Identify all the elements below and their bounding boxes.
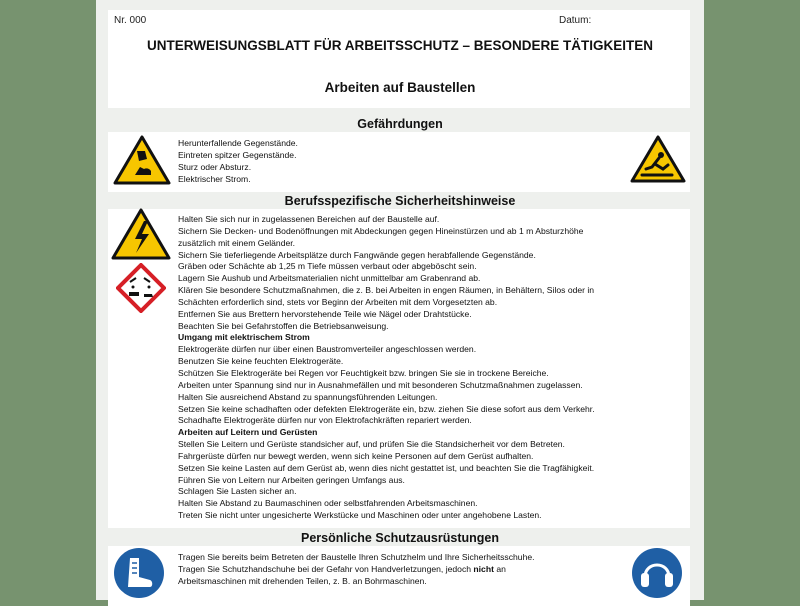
- ppe-item: Tragen Sie bereits beim Betreten der Baustelle Ihren Schutzhelm und Ihre Sicherheitsschuhe.: [178, 552, 535, 562]
- ppe-item: [178, 564, 535, 576]
- ppe-item: Arbeitsmaschinen mit drehenden Teilen, z. B. an Bohrmaschinen.: [178, 575, 427, 586]
- ppe-item-emphasis: nicht: [473, 563, 494, 574]
- instruction-line: Stellen Sie Leitern und Gerüste standsicher auf, und prüfen Sie die Standsicherheit vor dem Betreten.: [178, 439, 565, 450]
- section-heading-ppe: Persönliche Schutzausrüstungen: [301, 531, 499, 545]
- instruction-line: Halten Sie Abstand zu Baumaschinen oder selbstfahrenden Arbeitsmaschinen.: [178, 498, 478, 509]
- instruction-line: Schützen Sie Elektrogeräte bei Regen vor Feuchtigkeit bzw. bringen Sie sie in trockene Bereiche.: [178, 367, 549, 378]
- date-label: Datum:: [559, 15, 592, 26]
- instruction-line: Treten Sie nicht unter ungesicherte Werkstücke und Maschinen oder unter angehobene Lasten.: [178, 510, 542, 521]
- page-subtitle: Arbeiten auf Baustellen: [324, 80, 476, 95]
- ppe-list: [178, 552, 535, 588]
- instruction-line: Setzen Sie keine Lasten auf dem Gerüst ab, wenn dies nicht gestattet ist, und beachten Sie die Tragfähigkeit.: [178, 462, 595, 473]
- instruction-line: Entfernen Sie aus Brettern hervorstehende Teile wie Nägel oder Drahtstücke.: [178, 308, 472, 319]
- section-heading-hazards: Gefährdungen: [357, 117, 443, 131]
- electrical-hazard-warning-icon: [111, 208, 171, 260]
- instruction-line: Gräben oder Schächte ab 1,25 m Tiefe müssen verbaut oder abgeböscht sein.: [178, 261, 477, 272]
- instruction-line: Setzen Sie keine schadhaften oder defekten Elektrogeräte ein, bzw. ziehen Sie diese sofort aus dem Verkehr.: [178, 403, 595, 414]
- instruction-sheet: [96, 0, 704, 600]
- instruction-line: Klären Sie besondere Schutzmaßnahmen, die z. B. bei Arbeiten in engen Räumen, in Behältern, Silos oder in: [178, 285, 595, 296]
- instruction-line: Arbeiten unter Spannung sind nur in Ausnahmefällen und mit besonderen Schutzmaßnahmen zugelassen.: [178, 379, 583, 390]
- instruction-line: Beachten Sie bei Gefahrstoffen die Betriebsanweisung.: [178, 320, 389, 331]
- falling-objects-warning-icon: [113, 135, 171, 185]
- ppe-item-text: an: [493, 563, 506, 574]
- hazard-item: Sturz oder Absturz.: [178, 161, 252, 172]
- instruction-line: Schlagen Sie Lasten sicher an.: [178, 486, 297, 497]
- subsection-heading: Arbeiten auf Leitern und Gerüsten: [178, 427, 318, 438]
- fall-hazard-warning-icon: [630, 135, 686, 183]
- hazard-item: Eintreten spitzer Gegenstände.: [178, 149, 297, 160]
- instruction-line: Führen Sie von Leitern nur Arbeiten geringen Umfangs aus.: [178, 474, 405, 485]
- instruction-line: Fahrgerüste dürfen nur bewegt werden, wenn sich keine Personen auf dem Gerüst aufhalten.: [178, 450, 534, 461]
- instruction-line: Schadhafte Elektrogeräte dürfen nur von Elektrofachkräften repariert werden.: [178, 415, 472, 426]
- hazard-item: Herunterfallende Gegenstände.: [178, 138, 298, 148]
- instruction-line: Lagern Sie Aushub und Arbeitsmaterialien nicht unmittelbar am Grabenrand ab.: [178, 273, 481, 284]
- safety-boots-icon: [113, 547, 165, 599]
- instruction-line: Halten Sie ausreichend Abstand zu spannungsführenden Leitungen.: [178, 391, 438, 402]
- instruction-line: Schächten erforderlich sind, stets vor Beginn der Arbeiten mit dem Vorgesetzten ab.: [178, 296, 498, 307]
- instruction-line: Elektrogeräte dürfen nur über einen Baustromverteiler angeschlossen werden.: [178, 344, 477, 355]
- document-number: Nr. 000: [114, 15, 147, 26]
- hearing-protection-icon: [631, 547, 683, 599]
- section-heading-safety: Berufsspezifische Sicherheitshinweise: [284, 194, 516, 208]
- hazard-item: Elektrischer Strom.: [178, 173, 251, 184]
- hazards-list: [178, 138, 298, 185]
- instruction-line: Halten Sie sich nur in zugelassenen Bereichen auf der Baustelle auf.: [178, 214, 440, 224]
- subsection-heading: Umgang mit elektrischem Strom: [178, 332, 310, 343]
- ppe-item-text: Tragen Sie Schutzhandschuhe bei der Gefahr von Handverletzungen, jedoch: [178, 563, 474, 574]
- instruction-line: Sichern Sie tieferliegende Arbeitsplätze durch Fangwände gegen herabfallende Gegenstände.: [178, 249, 536, 260]
- safety-instructions-list: [178, 214, 595, 522]
- instruction-line: zusätzlich mit einem Geländer.: [178, 237, 296, 248]
- page-title: UNTERWEISUNGSBLATT FÜR ARBEITSSCHUTZ – BESONDERE TÄTIGKEITEN: [146, 38, 653, 53]
- instruction-line: Sichern Sie Decken- und Bodenöffnungen mit Abdeckungen gegen Hineinstürzen und ab 1 m Absturzhöhe: [178, 225, 584, 236]
- corrosive-substance-icon: [116, 263, 166, 313]
- instruction-line: Benutzen Sie keine feuchten Elektrogeräte.: [178, 356, 344, 367]
